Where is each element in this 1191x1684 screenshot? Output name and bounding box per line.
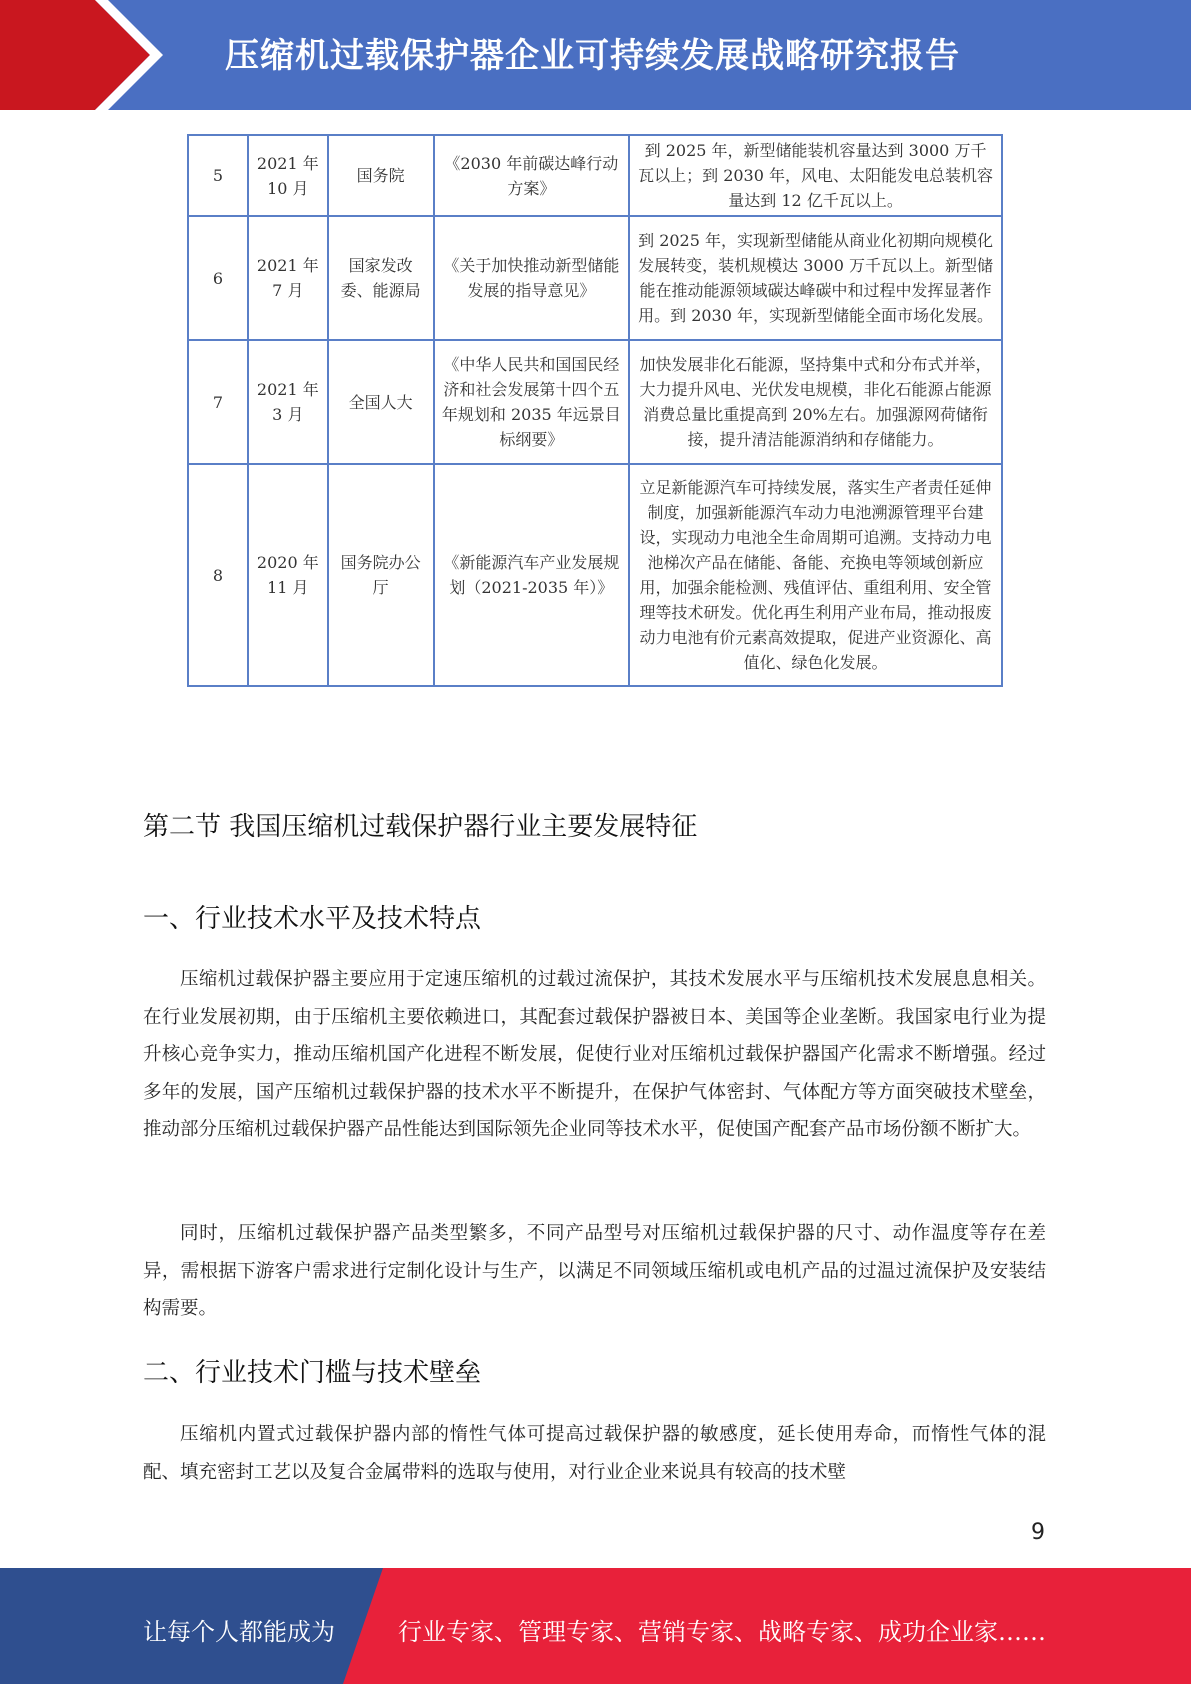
table-row — [188, 340, 1002, 464]
subheading-tech-barriers: 二、行业技术门槛与技术壁垒 — [143, 1358, 482, 1388]
cell-document: 《关于加快推动新型储能发展的指导意见》 — [434, 216, 630, 340]
cell-goal: 到 2025 年，实现新型储能从商业化初期向规模化发展转变，装机规模达 3000 万千瓦以上。新型储能在推动能源领域碳达峰碳中和过程中发挥显著作用。到 2030 年，实现新型储能全面市场化发展。 — [629, 216, 1002, 340]
paragraph-tech-level: 压缩机过载保护器主要应用于定速压缩机的过载过流保护，其技术发展水平与压缩机技术发展息息相关。在行业发展初期，由于压缩机主要依赖进口，其配套过载保护器被日本、美国等企业垄断。我国家电行业为提升核心竞争实力，推动压缩机国产化进程不断发展，促使行业对压缩机过载保护器国产化需求不断增强。经过多年的发展，国产压缩机过载保护器的技术水平不断提升，在保护气体密封、气体配方等方面突破技术壁垒，推动部分压缩机过载保护器产品性能达到国际领先企业同等技术水平，促使国产配套产品市场份额不断扩大。 — [143, 969, 1046, 1140]
paragraph-tech-barriers: 压缩机内置式过载保护器内部的惰性气体可提高过载保护器的敏感度，延长使用寿命，而惰性气体的混配、填充密封工艺以及复合金属带料的选取与使用，对行业企业来说具有较高的技术壁 — [143, 1424, 1046, 1483]
page-number: 9 — [1031, 1520, 1045, 1545]
cell-no: 5 — [188, 135, 248, 216]
cell-goal: 立足新能源汽车可持续发展，落实生产者责任延伸制度，加强新能源汽车动力电池溯源管理平台建设，实现动力电池全生命周期可追溯。支持动力电池梯次产品在储能、备能、充换电等领域创新应用，加强余能检测、残值评估、重组利用、安全管理等技术研发。优化再生利用产业布局，推动报废动力电池有价元素高效提取，促进产业资源化、高值化、绿色化发展。 — [629, 464, 1002, 686]
cell-no: 8 — [188, 464, 248, 686]
cell-date: 2020 年 11 月 — [248, 464, 328, 686]
cell-issuer: 国务院 — [328, 135, 434, 216]
cell-document: 《中华人民共和国国民经济和社会发展第十四个五年规划和 2035 年远景目标纲要》 — [434, 340, 630, 464]
table-row — [188, 135, 1002, 216]
header-banner — [0, 0, 1191, 110]
cell-issuer: 全国人大 — [328, 340, 434, 464]
cell-no: 7 — [188, 340, 248, 464]
cell-document: 《2030 年前碳达峰行动方案》 — [434, 135, 630, 216]
cell-no: 6 — [188, 216, 248, 340]
footer-banner — [0, 1568, 1191, 1684]
report-title: 压缩机过载保护器企业可持续发展战略研究报告 — [225, 36, 960, 76]
subheading-tech-level: 一、行业技术水平及技术特点 — [143, 904, 482, 934]
footer-slogan-right: 行业专家、管理专家、营销专家、战略专家、成功企业家…… — [398, 1618, 1046, 1646]
cell-issuer: 国家发改委、能源局 — [328, 216, 434, 340]
cell-issuer: 国务院办公厅 — [328, 464, 434, 686]
footer-slogan-left: 让每个人都能成为 — [143, 1618, 335, 1646]
paragraph-product-types: 同时，压缩机过载保护器产品类型繁多，不同产品型号对压缩机过载保护器的尺寸、动作温度等存在差异，需根据下游客户需求进行定制化设计与生产，以满足不同领域压缩机或电机产品的过温过流保护及安装结构需要。 — [143, 1223, 1046, 1319]
table-row — [188, 216, 1002, 340]
cell-document: 《新能源汽车产业发展规划（2021-2035 年）》 — [434, 464, 630, 686]
cell-date: 2021 年 10 月 — [248, 135, 328, 216]
cell-goal: 加快发展非化石能源，坚持集中式和分布式并举，大力提升风电、光伏发电规模，非化石能源占能源消费总量比重提高到 20%左右。加强源网荷储衔接，提升清洁能源消纳和存储能力。 — [629, 340, 1002, 464]
cell-date: 2021 年 3 月 — [248, 340, 328, 464]
cell-date: 2021 年 7 月 — [248, 216, 328, 340]
cell-goal: 到 2025 年，新型储能装机容量达到 3000 万千瓦以上；到 2030 年，风电、太阳能发电总装机容量达到 12 亿千瓦以上。 — [629, 135, 1002, 216]
section-heading: 第二节 我国压缩机过载保护器行业主要发展特征 — [143, 812, 698, 842]
policy-table — [187, 134, 1003, 687]
table-row — [188, 464, 1002, 686]
